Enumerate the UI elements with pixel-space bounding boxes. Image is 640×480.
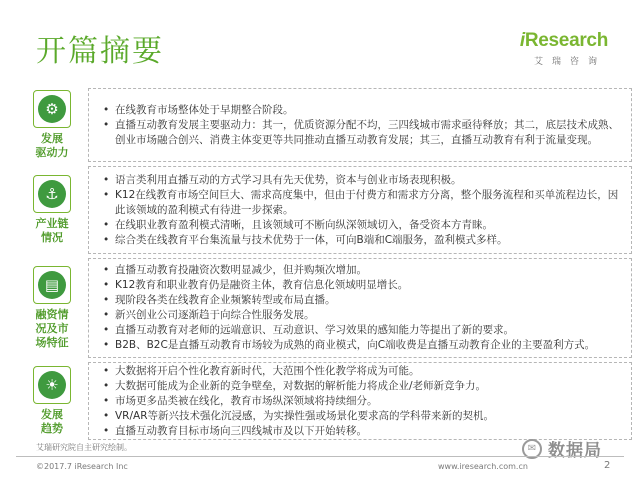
list-item: • VR/AR等新兴技术强化沉浸感，为实操性强或场景化要求高的学科带来新的契机。 (103, 409, 623, 424)
wechat-icon: ✉ (522, 439, 542, 459)
copyright: ©2017.7 iResearch Inc (36, 462, 128, 471)
list-item: • 直播互动教育目标市场向三四线城市及以下开始转移。 (103, 424, 623, 439)
anchor-icon: ⚓ (38, 180, 66, 208)
list-item: • 市场更多品类被在线化，教育市场纵深领域将持续细分。 (103, 394, 623, 409)
list-item: • 综合类在线教育平台集流量与技术优势于一体，可向B端和C端服务，盈利模式多样。 (103, 233, 623, 248)
list-item: • 语言类利用直播互动的方式学习具有先天优势，资本与创业市场表现积极。 (103, 173, 623, 188)
section-label: 发展 驱动力 (35, 132, 69, 159)
gear-icon: ⚙ (38, 95, 66, 123)
list-item: • 直播互动教育对老师的远端意识、互动意识、学习效果的感知能力等提出了新的要求。 (103, 323, 623, 338)
list-item: • K12教育和职业教育仍是融资主体，教育信息化领域明显增长。 (103, 278, 623, 293)
bullet-list (103, 103, 623, 148)
section-label: 产业链 情况 (35, 217, 69, 244)
list-item: • 直播互动教育投融资次数明显减少，但并购频次增加。 (103, 263, 623, 278)
list-item: • K12在线教育市场空间巨大、需求高度集中，但由于付费方和需求方分离，整个服务流程和买单流程边长，因此该领域的盈利模式有待进一步探索。 (103, 188, 623, 218)
watermark (522, 436, 602, 461)
list-item: • 大数据将开启个性化教育新时代，大范围个性化教学将成为可能。 (103, 364, 623, 379)
list-item: • 新兴创业公司逐渐趋于向综合性服务发展。 (103, 308, 623, 323)
footer-divider (16, 456, 624, 457)
source-note: 艾瑞研究院自主研究绘制。 (36, 443, 132, 452)
section-financing (16, 258, 632, 358)
list-item: • 在线职业教育盈利模式清晰，且该领域可不断向纵深领域切入，备受资本方青睐。 (103, 218, 623, 233)
section-label: 融资情 况及市 场特征 (35, 308, 69, 349)
chart-icon: ▤ (38, 271, 66, 299)
lightbulb-icon: ☀ (38, 371, 66, 399)
list-item: • 在线教育市场整体处于早期整合阶段。 (103, 103, 623, 118)
list-item: • 直播互动教育发展主要驱动力：其一，优质资源分配不均，三四线城市需求亟待释放；其二，底层技术成熟、创业市场融合创兴、消费主体变更等共同推动直播互动教育发展；其三，直播互动教育有利于流量变现。 (103, 118, 623, 148)
bullet-list (103, 364, 623, 439)
bullet-list (103, 173, 623, 248)
list-item: • B2B、B2C是直播互动教育市场较为成熟的商业模式，向C端收费是直播互动教育企业的主要盈利方式。 (103, 338, 623, 353)
page-number: 2 (604, 460, 611, 471)
logo-name: Research (524, 30, 608, 51)
logo-prefix: i (519, 30, 525, 51)
list-item: • 大数据可能成为企业新的竞争壁垒，对数据的解析能力将成企业/老师新竞争力。 (103, 379, 623, 394)
section-trends (16, 362, 632, 440)
section-drivers (16, 88, 632, 162)
iresearch-logo (498, 30, 608, 67)
list-item: • 现阶段各类在线教育企业频繁转型或布局直播。 (103, 293, 623, 308)
page-title: 开篇摘要 (36, 34, 164, 69)
section-label: 发展 趋势 (41, 408, 63, 435)
watermark-text: 数据局 (548, 441, 602, 461)
section-industry-chain (16, 166, 632, 254)
website-link[interactable]: www.iresearch.com.cn (438, 462, 528, 471)
logo-subtitle: 艾瑞咨询 (533, 57, 606, 67)
bullet-list (103, 263, 623, 353)
